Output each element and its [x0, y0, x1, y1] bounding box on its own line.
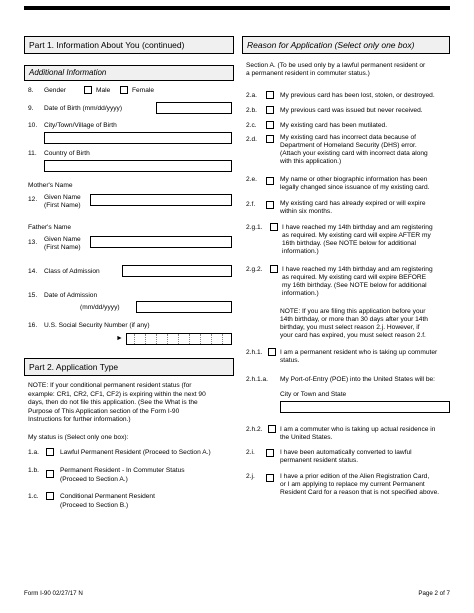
- reason-2c-num: 2.c.: [246, 122, 257, 129]
- reason-2b-line: My previous card was issued but never received.: [280, 107, 423, 114]
- poe-field-label: City or Town and State: [280, 391, 347, 398]
- reason-2g2-line: my 16th birthday. (See NOTE below for additional: [282, 282, 427, 289]
- additional-info-subheader: Additional Information: [24, 65, 234, 81]
- date-admission-format: (mm/dd/yyyy): [80, 304, 120, 311]
- reason-2j-checkbox[interactable]: [266, 474, 274, 482]
- father-given-line1: Given Name: [44, 236, 81, 243]
- reason-2j-line: or I am applying to replace my current Permanent: [280, 481, 425, 488]
- reason-2h1a-line: My Port-of-Entry (POE) into the United States will be:: [280, 376, 436, 383]
- option-1b-checkbox[interactable]: [46, 470, 54, 478]
- reason-2h2-num: 2.h.2.: [246, 426, 263, 433]
- reason-2d-line: Department of Homeland Security (DHS) error.: [280, 142, 417, 149]
- reason-2i-checkbox[interactable]: [266, 449, 274, 457]
- reason-note-line: 14th birthday, or more than 30 days after your 14th: [280, 316, 428, 323]
- reason-2e-line: legally changed since issuance of my existing card.: [280, 184, 430, 191]
- option-1c-line2: (Proceed to Section B.): [60, 502, 129, 509]
- ssn-num: 16.: [28, 322, 38, 329]
- country-birth-label: Country of Birth: [44, 150, 90, 157]
- dob-field[interactable]: [156, 102, 232, 114]
- reason-2h2-line: the United States.: [280, 434, 333, 441]
- reason-2i-line: I have been automatically converted to lawful: [280, 449, 412, 456]
- reason-2b-checkbox[interactable]: [266, 106, 274, 114]
- male-checkbox[interactable]: [84, 86, 92, 94]
- reason-2g2-line: I have reached my 14th birthday and am registering: [282, 266, 433, 273]
- reason-2g1-line: as required. My existing card will expire AFTER my: [282, 232, 431, 239]
- reason-2g1-line: information.): [282, 248, 319, 255]
- reason-2g1-line: 16th birthday. (See NOTE below for additional: [282, 240, 417, 247]
- class-admission-num: 14.: [28, 268, 38, 275]
- class-admission-label: Class of Admission: [44, 268, 100, 275]
- reason-2g2-line: information.): [282, 290, 319, 297]
- option-1b-line2: (Proceed to Section A.): [60, 476, 128, 483]
- reason-2h2-checkbox[interactable]: [268, 425, 276, 433]
- male-label: Male: [96, 87, 111, 94]
- reason-2e-checkbox[interactable]: [266, 177, 274, 185]
- city-birth-field[interactable]: [44, 132, 232, 144]
- reason-2g2-checkbox[interactable]: [270, 265, 278, 273]
- reason-2g2-num: 2.g.2.: [246, 266, 263, 273]
- dob-num: 9.: [28, 105, 34, 112]
- dob-label: Date of Birth (mm/dd/yyyy): [44, 105, 123, 112]
- ssn-arrow-icon: ►: [116, 335, 123, 342]
- mother-given-line2: (First Name): [44, 202, 81, 209]
- mother-name-label: Mother's Name: [28, 182, 73, 189]
- reason-2i-line: permanent resident status.: [280, 457, 359, 464]
- part1-header: Part 1. Information About You (continued): [24, 36, 234, 54]
- part2-note-line: Instructions for further information.): [28, 416, 131, 424]
- left-column: [24, 36, 234, 509]
- option-1c-line1: Conditional Permanent Resident: [60, 493, 155, 500]
- status-label: My status is (Select only one box):: [28, 434, 129, 441]
- ssn-label: U.S. Social Security Number (if any): [44, 322, 150, 329]
- poe-city-field[interactable]: [280, 401, 450, 413]
- ssn-field[interactable]: [126, 333, 232, 345]
- part2-note: [28, 382, 234, 425]
- father-given-field[interactable]: [90, 236, 232, 248]
- country-birth-num: 11.: [28, 150, 37, 157]
- reason-2e-num: 2.e.: [246, 176, 257, 183]
- father-given-num: 13.: [28, 239, 38, 246]
- reason-2a-num: 2.a.: [246, 92, 257, 99]
- city-birth-num: 10.: [28, 122, 38, 129]
- reason-2f-num: 2.f.: [246, 201, 256, 208]
- option-1a-checkbox[interactable]: [46, 448, 54, 456]
- option-1b-line1: Permanent Resident - In Commuter Status: [60, 467, 185, 474]
- part2-header: Part 2. Application Type: [24, 358, 234, 376]
- reason-2c-checkbox[interactable]: [266, 121, 274, 129]
- gender-num: 8.: [28, 87, 34, 94]
- reason-2d-line: (Attach your existing card with incorrect data along: [280, 150, 428, 157]
- option-1b-num: 1.b.: [28, 467, 39, 474]
- female-checkbox[interactable]: [120, 86, 128, 94]
- reason-2j-line: Resident Card for a reason that is not specified above.: [280, 489, 440, 496]
- reason-2d-checkbox[interactable]: [266, 135, 274, 143]
- reason-note-line: NOTE: If you are filing this application before your: [280, 308, 426, 315]
- class-admission-field[interactable]: [122, 265, 232, 277]
- reason-2a-checkbox[interactable]: [266, 91, 274, 99]
- option-1a-label: Lawful Permanent Resident (Proceed to Section A.): [60, 449, 211, 456]
- mother-given-line1: Given Name: [44, 194, 81, 201]
- female-label: Female: [132, 87, 154, 94]
- section-a-line: Section A. (To be used only by a lawful permanent resident or: [246, 62, 426, 69]
- reason-2e-line: My name or other biographic information has been: [280, 176, 428, 183]
- part2-note-line: Purpose of This Application section of the Form I-90: [28, 407, 180, 415]
- reason-2f-line: My existing card has already expired or will expire: [280, 200, 426, 207]
- reason-2h1-line: I am a permanent resident who is taking up commuter: [280, 349, 438, 356]
- reason-header: Reason for Application (Select only one box): [242, 36, 450, 54]
- part2-note-line: example: CR1, CR2, CF1, CF2) is expiring within the next 90: [28, 390, 206, 398]
- date-admission-label: Date of Admission: [44, 292, 98, 299]
- part2-note-line: days, then do not file this application. (See the What is the: [28, 399, 198, 407]
- top-rule: [24, 6, 450, 10]
- reason-2h1a-num: 2.h.1.a.: [246, 376, 268, 383]
- reason-2j-num: 2.j.: [246, 473, 255, 480]
- mother-given-field[interactable]: [90, 194, 232, 206]
- city-birth-label: City/Town/Village of Birth: [44, 122, 117, 129]
- reason-2g1-line: I have reached my 14th birthday and am registering: [282, 224, 433, 231]
- reason-2b-num: 2.b.: [246, 107, 257, 114]
- right-column: [242, 36, 450, 496]
- reason-2g2-line: as required. My existing card will expire BEFORE: [282, 274, 427, 281]
- option-1c-checkbox[interactable]: [46, 492, 54, 500]
- option-1a-num: 1.a.: [28, 449, 39, 456]
- reason-note-line: birthday, you must select reason 2.j. However, if: [280, 324, 420, 331]
- reason-2d-line: My existing card has incorrect data because of: [280, 134, 416, 141]
- section-a-line: a permanent resident in commuter status.): [246, 70, 370, 77]
- reason-2g1-checkbox[interactable]: [270, 223, 278, 231]
- reason-2d-num: 2.d.: [246, 136, 257, 143]
- reason-2i-num: 2.i.: [246, 449, 255, 456]
- mother-given-num: 12.: [28, 196, 38, 203]
- reason-2c-line: My existing card has been mutilated.: [280, 122, 388, 129]
- country-birth-field[interactable]: [44, 160, 232, 172]
- father-given-line2: (First Name): [44, 244, 81, 251]
- part2-note-line: NOTE: If your conditional permanent resident status (for: [28, 382, 192, 389]
- reason-note-line: your card has expired, you must select reason 2.f.: [280, 332, 426, 339]
- reason-2f-checkbox[interactable]: [266, 201, 274, 209]
- gender-label: Gender: [44, 87, 66, 94]
- reason-2h2-line: I am a commuter who is taking up actual residence in: [280, 426, 436, 433]
- reason-2h1-checkbox[interactable]: [268, 348, 276, 356]
- footer-page-number: Page 2 of 7: [418, 590, 450, 597]
- father-name-label: Father's Name: [28, 224, 72, 231]
- option-1c-num: 1.c.: [28, 493, 39, 500]
- reason-2h1-line: status.: [280, 357, 300, 364]
- date-admission-field[interactable]: [136, 301, 232, 313]
- reason-2f-line: within six months.: [280, 208, 333, 215]
- reason-2j-line: I have a prior edition of the Alien Registration Card,: [280, 473, 430, 480]
- footer-form-id: Form I-90 02/27/17 N: [24, 590, 83, 597]
- date-admission-num: 15.: [28, 292, 38, 299]
- reason-2d-line: with this application.): [280, 158, 342, 165]
- reason-2g1-num: 2.g.1.: [246, 224, 263, 231]
- reason-2a-line: My previous card has been lost, stolen, or destroyed.: [280, 92, 435, 99]
- reason-2h1-num: 2.h.1.: [246, 349, 263, 356]
